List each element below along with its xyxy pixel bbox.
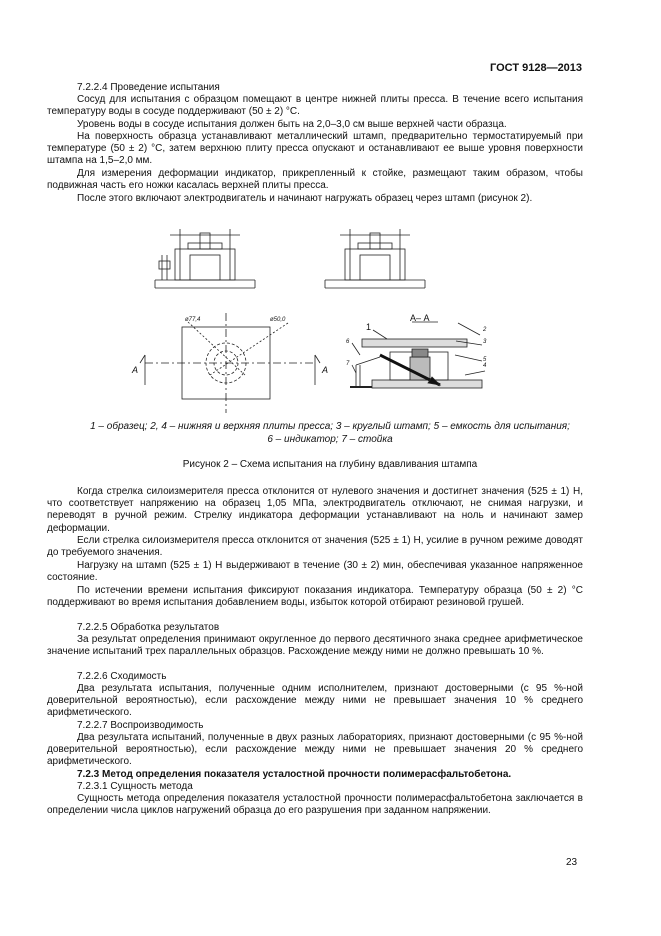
section-7225-heading: 7.2.2.5 Обработка результатов	[77, 622, 220, 633]
paragraph: Для измерения деформации индикатор, прикрепленный к стойке, размещают таким образом, чтобы подвижная часть его ножки касалась верхней плиты пресса.	[47, 168, 583, 192]
section-marker-right: А	[322, 365, 329, 375]
dimension-label-1: ø77,4	[185, 317, 201, 323]
section-title: А– А	[410, 313, 430, 323]
press-elevation-view-right	[325, 229, 425, 288]
figure-legend-line-2: 6 – индикатор; 7 – стойка	[267, 434, 393, 445]
section-7226-heading: 7.2.2.6 Сходимость	[77, 671, 167, 682]
page-number: 23	[566, 857, 578, 868]
callout-5: 5	[483, 357, 487, 363]
paragraph: Два результата испытания, полученные одним исполнителем, признают достоверными (с 95 %-ной доверительной вероятностью), если расхождение между ними не превышает значения 10 % среднего арифметического.	[47, 683, 583, 719]
figure-caption: Рисунок 2 – Схема испытания на глубину вдавливания штампа	[182, 459, 478, 470]
section-marker-left: А	[132, 365, 139, 375]
paragraph: Когда стрелка силоизмерителя пресса отклонится от нулевого значения и достигнет значения (525 ± 1) Н, что соответствует напряжению на образец 1,05 МПа, электродвигатель отключают, не снимая нагрузки, и переводят в ручной режим. Стрелку индикатора деформации устанавливают на ноль и начинают замер деформации.	[47, 486, 583, 534]
section-723-heading: 7.2.3 Метод определения показателя усталостной прочности полимерасфальтобетона.	[77, 769, 512, 780]
plan-view	[140, 313, 320, 413]
paragraph: После этого включают электродвигатель и начинают нагружать образец через штамп (рисунок 2).	[77, 193, 533, 204]
dimension-label-2: ø50,0	[270, 317, 286, 323]
section-7231-heading: 7.2.3.1 Сущность метода	[77, 781, 193, 792]
paragraph: По истечении времени испытания фиксируют показания индикатора. Температуру образца (50 ± 2) °С поддерживают во время испытания добавлением воды, избыток которой отбирают резиновой грушей.	[47, 585, 583, 609]
section-7224-heading: 7.2.2.4 Проведение испытания	[77, 82, 220, 93]
callout-3: 3	[483, 339, 487, 345]
paragraph: Два результата испытаний, полученные в двух разных лабораториях, признают достоверными (с 95 %-ной доверительной вероятностью), если расхождение между ними не превышает значения 20 % среднего арифметического.	[47, 732, 583, 768]
paragraph: Сущность метода определения показателя усталостной прочности полимерасфальтобетона заключается в определении числа циклов нагружений образца до его разрушения при заданном напряжении.	[47, 793, 583, 817]
callout-4: 4	[483, 363, 487, 369]
paragraph: Уровень воды в сосуде испытания должен быть на 2,0–3,0 см выше верхней части образца.	[77, 119, 507, 130]
paragraph: Нагрузку на штамп (525 ± 1) Н выдерживают в течение (30 ± 2) мин, обеспечивая указанное напряженное состояние.	[47, 560, 583, 584]
callout-6: 6	[346, 339, 350, 345]
figure-2-drawing	[60, 215, 580, 415]
callout-1: 1	[366, 322, 372, 332]
section-7227-heading: 7.2.2.7 Воспроизводимость	[77, 720, 204, 731]
press-elevation-view-left	[155, 229, 255, 288]
paragraph: Если стрелка силоизмерителя пресса отклонится от значения (525 ± 1) Н, усилие в ручном режиме доводят до требуемого значения.	[47, 535, 583, 559]
callout-2: 2	[483, 327, 487, 333]
figure-legend-line-1: 1 – образец; 2, 4 – нижняя и верхняя плиты пресса; 3 – круглый штамп; 5 – емкость для испытания;	[90, 421, 570, 432]
paragraph: За результат определения принимают округленное до первого десятичного знака среднее арифметическое значение испытаний трех параллельных образцов. Расхождение между ними не должно превышать 10 %.	[47, 634, 583, 658]
document-number: ГОСТ 9128—2013	[490, 62, 583, 74]
callout-7: 7	[346, 361, 350, 367]
paragraph: На поверхность образца устанавливают металлический штамп, предварительно термостатируемый при температуре (50 ± 2) °С, затем верхнюю плиту пресса опускают и останавливают ее выше уровня поверхности штампа на 1,5–2,0 мм.	[47, 131, 583, 167]
paragraph: Сосуд для испытания с образцом помещают в центре нижней плиты пресса. В течение всего испытания температуру воды в сосуде поддерживают (50 ± 2) °С.	[47, 94, 583, 118]
